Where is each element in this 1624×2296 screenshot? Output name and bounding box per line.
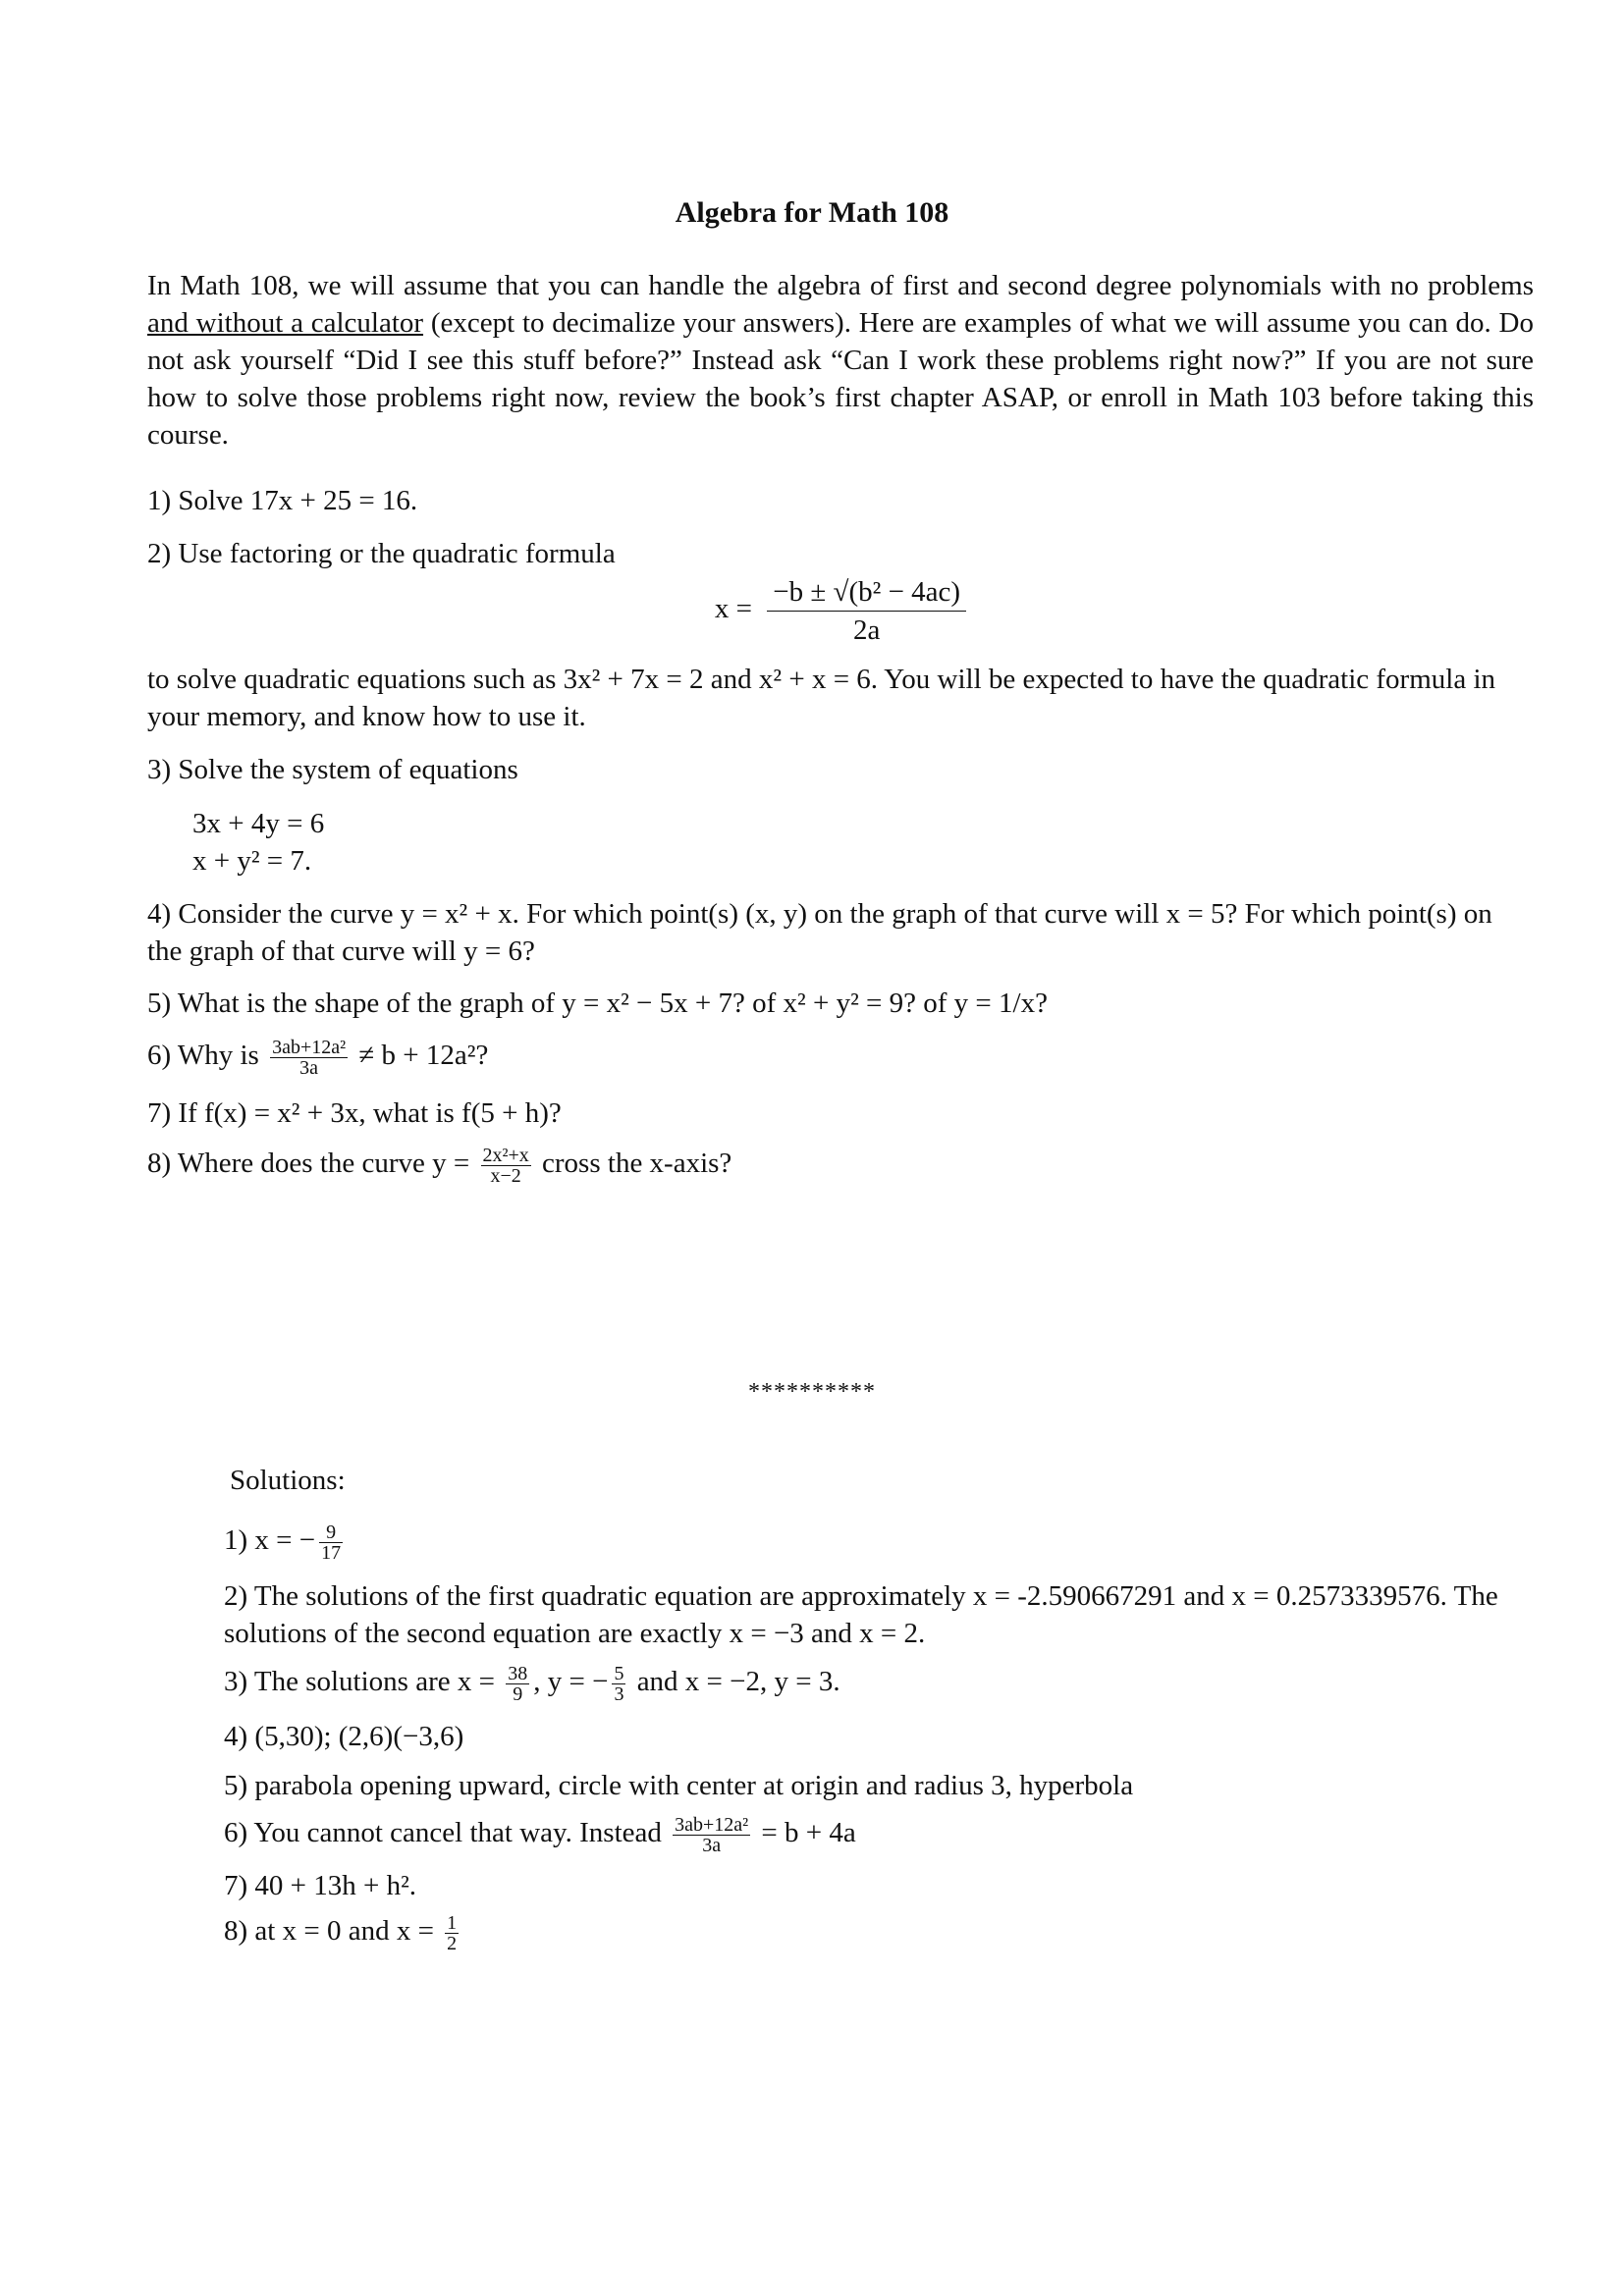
problem-5: 5) What is the shape of the graph of y = x² − 5x + 7? of x² + y² = 9? of y = 1/x?	[147, 988, 1048, 1019]
formula-fraction	[767, 573, 966, 649]
problem-4: 4) Consider the curve y = x² + x. For which point(s) (x, y) on the graph of that curve will x = 5? For which point(s) on the graph of that curve will y = 6?	[147, 898, 1492, 967]
intro-text-2: (except to decimalize your answers). Here are examples of what we will assume you can do. Do not ask yourself “Did I see this stuff before?” Instead ask “Can I work these problems right now?” If you are not sure how to solve those problems right now, review the book’s first chapter ASAP, or enroll in Math 103 before taking this course.	[147, 307, 1534, 451]
solutions-heading: Solutions:	[230, 1465, 346, 1496]
solution-8-fraction	[445, 1913, 459, 1953]
solution-1-numerator: 9	[319, 1522, 343, 1543]
solution-4: 4) (5,30); (2,6)(−3,6)	[224, 1721, 464, 1752]
intro-underlined-text: and without a calculator	[147, 307, 424, 339]
solution-1-denominator: 17	[321, 1541, 342, 1564]
problem-8-denominator: x−2	[490, 1164, 521, 1187]
system-equation-1: 3x + 4y = 6	[192, 808, 325, 839]
page-title: Algebra for Math 108	[675, 196, 949, 229]
problem-6	[147, 1037, 1534, 1078]
problem-8-numerator: 2x²+x	[482, 1144, 529, 1166]
solution-3-suffix: and x = −2, y = 3.	[636, 1666, 840, 1697]
solution-6-fraction	[673, 1815, 750, 1855]
formula-numerator: −b ± √(b² − 4ac)	[767, 573, 966, 612]
solution-2: 2) The solutions of the first quadratic equation are approximately x = -2.590667291 and x = 0.2573339576. The solutions of the second equation are exactly x = −3 and x = 2.	[224, 1580, 1498, 1649]
problem-8-suffix: cross the x-axis?	[542, 1148, 732, 1179]
quadratic-formula	[147, 573, 1534, 649]
solution-3-prefix: 3) The solutions are x =	[224, 1666, 495, 1697]
problem-2-text: to solve quadratic equations such as 3x² + 7x = 2 and x² + x = 6. You will be expected to have the quadratic formula in your memory, and know how to use it.	[147, 664, 1496, 732]
intro-paragraph	[147, 267, 1534, 454]
problem-6-prefix: 6) Why is	[147, 1040, 259, 1071]
solution-8-prefix: 8) at x = 0 and x =	[224, 1915, 434, 1947]
solution-6-denominator: 3a	[702, 1834, 722, 1856]
formula-lhs: x =	[714, 593, 753, 625]
formula-denominator: 2a	[852, 614, 881, 646]
section-separator: **********	[748, 1379, 876, 1405]
solution-8-numerator: 1	[447, 1911, 458, 1934]
solution-3-numerator-y: 5	[614, 1662, 624, 1684]
solution-3-denominator-y: 3	[614, 1682, 624, 1705]
solution-7: 7) 40 + 13h + h².	[224, 1870, 417, 1901]
solution-6-prefix: 6) You cannot cancel that way. Instead	[224, 1817, 662, 1848]
problem-6-numerator: 3ab+12a²	[272, 1036, 347, 1058]
solution-6-suffix: = b + 4a	[761, 1817, 856, 1848]
problem-8	[147, 1145, 1534, 1186]
problem-6-suffix: ≠ b + 12a²?	[358, 1040, 489, 1071]
problem-6-fraction	[270, 1038, 348, 1078]
solution-3-middle: , y = −	[533, 1666, 609, 1697]
problem-8-fraction	[481, 1146, 531, 1186]
solution-3-fraction-y	[612, 1664, 625, 1704]
solution-3-fraction-x	[506, 1664, 529, 1704]
solution-1	[224, 1522, 1540, 1563]
solution-3-numerator-x: 38	[508, 1662, 528, 1684]
solution-6	[224, 1814, 1540, 1855]
problem-1: 1) Solve 17x + 25 = 16.	[147, 485, 418, 516]
solution-1-fraction	[319, 1522, 343, 1563]
solution-8	[224, 1912, 1540, 1953]
solution-5: 5) parabola opening upward, circle with center at origin and radius 3, hyperbola	[224, 1770, 1134, 1801]
problem-8-prefix: 8) Where does the curve y =	[147, 1148, 470, 1179]
problem-6-denominator: 3a	[299, 1056, 319, 1079]
solution-8-denominator: 2	[447, 1932, 458, 1954]
problem-7: 7) If f(x) = x² + 3x, what is f(5 + h)?	[147, 1097, 562, 1129]
solution-3	[224, 1663, 1540, 1704]
system-equation-2: x + y² = 7.	[192, 845, 312, 877]
solution-1-prefix: 1) x = −	[224, 1524, 316, 1556]
solution-6-numerator: 3ab+12a²	[675, 1813, 749, 1836]
solution-3-denominator-x: 9	[513, 1682, 523, 1705]
problem-3: 3) Solve the system of equations	[147, 754, 518, 785]
problem-2-intro: 2) Use factoring or the quadratic formula	[147, 538, 616, 569]
intro-text-1: In Math 108, we will assume that you can handle the algebra of first and second degree polynomials with no problems	[147, 270, 1534, 301]
